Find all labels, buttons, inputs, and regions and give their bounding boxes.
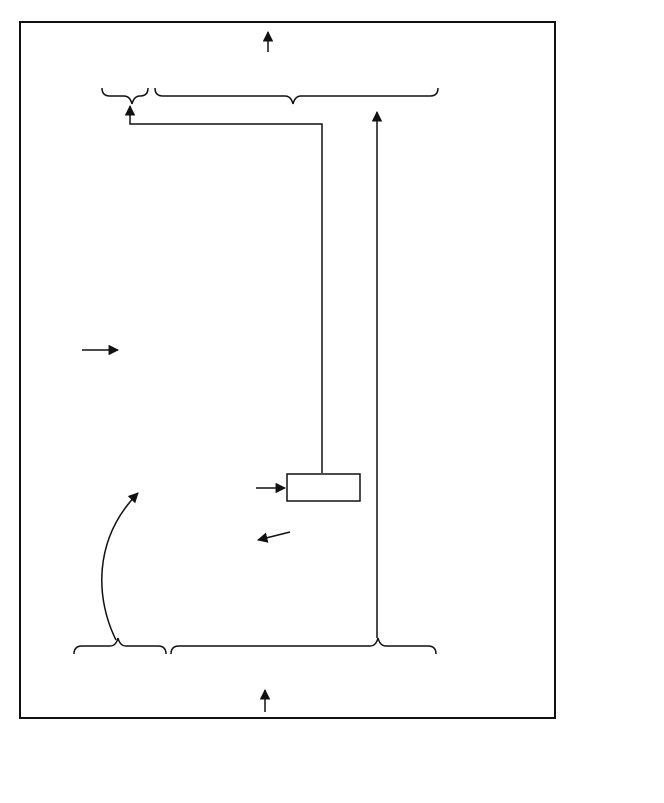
input-offset-brace [171, 638, 436, 654]
result-frame-box [287, 474, 360, 501]
output-offset-brace [155, 88, 438, 104]
output-page-brace [102, 88, 148, 104]
frame-number-arrow [130, 106, 322, 473]
index-curved-arrow [102, 493, 138, 640]
input-page-brace [74, 638, 166, 654]
present-bit-arrow [258, 532, 290, 540]
outer-frame [20, 22, 555, 718]
